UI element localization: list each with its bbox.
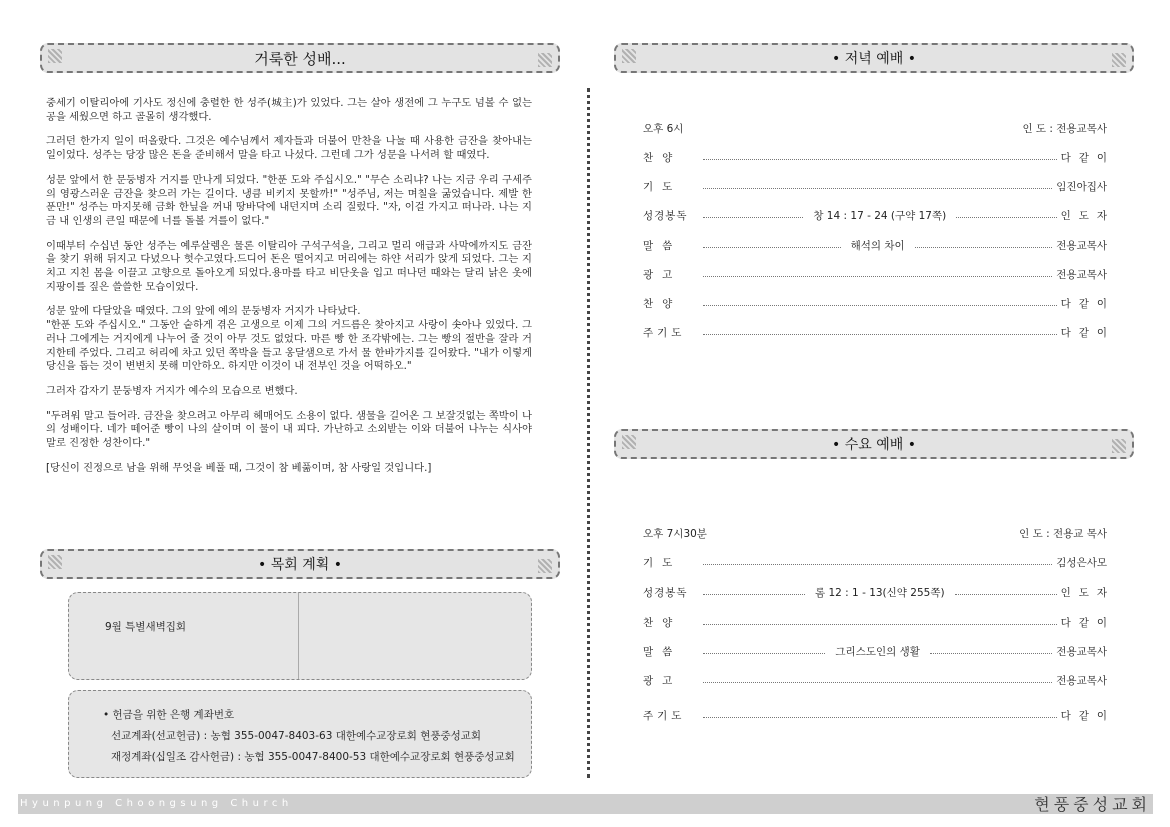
story-paragraph: 성문 앞에서 한 문둥병자 거지를 만나게 되었다. "한푼 도와 주십시오." "무슨 소리냐? 나는 지금 우리 구세주의 영광스러운 금잔을 찾으러 가는 길이다. 냉큼 비키지 못할까!" "성주님, 저는 며칠을 굶었습니다. 제발 한푼만!" 성주는 마지못해 금화 한닢을 꺼내 땅바닥에 내던지며 소리 질렀다. "자, 이걸 가지고 떠나라. 나는 지금 내 인생의 큰일 때문에 너를 돌볼 겨를이 없다." (46, 173, 532, 227)
dot-leader (703, 217, 803, 218)
dot-leader (915, 247, 1053, 248)
order-label: 기도 (643, 180, 682, 193)
evening-header (643, 121, 1107, 136)
banner-corner-pattern (622, 49, 636, 63)
order-value: 전용교목사 (1056, 239, 1107, 252)
story-paragraph: "두려워 말고 들어라. 금잔을 찾으려고 아무리 헤매어도 소용이 없다. 샘물을 길어온 그 보잘것없는 쪽박이 나의 성배이다. 네가 떼어준 빵이 나의 살이며 이 물이 내 피다. 가난하고 소외받는 이와 더불어 나누는 식사야말로 진정한 성찬이다." (46, 409, 532, 450)
dot-leader (703, 624, 1057, 625)
story-text (46, 97, 532, 486)
order-row (643, 208, 1115, 222)
banner-corner-pattern (622, 435, 636, 449)
order-label: 주기도 (643, 326, 686, 339)
order-row (643, 673, 1107, 687)
order-value: 전용교목사 (1056, 268, 1107, 281)
ministry-plan-box (68, 592, 532, 680)
ministry-plan-column-divider (298, 593, 299, 679)
order-label: 성경봉독 (643, 586, 688, 599)
wednesday-service-banner (614, 429, 1134, 459)
order-value: 다같이 (1060, 616, 1115, 629)
dot-leader (703, 159, 1057, 160)
order-label: 찬양 (643, 297, 682, 310)
order-value: 다같이 (1060, 326, 1115, 339)
order-value: 임진아집사 (1056, 180, 1107, 193)
evening-time: 오후 6시 (643, 123, 684, 135)
order-value: 다같이 (1060, 297, 1115, 310)
dot-leader (703, 653, 825, 654)
order-row (643, 267, 1107, 281)
order-label: 찬양 (643, 151, 682, 164)
bank-account-finance: 재정계좌(십일조 감사헌금) : 농협 355-0047-8400-53 대한예수교장로회 현풍중성교회 (111, 751, 515, 763)
order-value: 김성은사모 (1056, 556, 1107, 569)
order-label: 광고 (643, 674, 682, 687)
order-row (643, 150, 1115, 164)
dot-leader (703, 305, 1057, 306)
story-paragraph: 그러자 갑자기 문둥병자 거지가 예수의 모습으로 변했다. (46, 384, 298, 397)
order-row (643, 179, 1107, 193)
banner-corner-pattern (48, 49, 62, 63)
order-row (643, 615, 1115, 629)
order-value: 전용교목사 (1056, 674, 1107, 687)
evening-service-banner (614, 43, 1134, 73)
order-label: 성경봉독 (643, 209, 688, 222)
footer-church-name-english: Hyunpung Choongsung Church (20, 798, 293, 809)
bank-account-box (68, 690, 532, 778)
order-label: 찬양 (643, 616, 682, 629)
story-paragraph: 이때부터 수십년 동안 성주는 예루살렘은 물론 이탈리아 구석구석을, 그리고 멀리 애급과 사막에까지도 금잔을 찾기 위해 뒤지고 다녔으나 헛수고였다.드디어 돈은 떨어지고 머리에는 하얀 서리가 앉게 되었다. 그는 지치고 지친 몸을 이끌고 고향으로 돌아오게 되었다.용마를 타고 비단옷을 입고 떠나던 때와는 달리 낡은 옷에지팡이를 짚은 쓸쓸한 모습이었다. (46, 239, 532, 293)
story-paragraph: [당신이 진정으로 남을 위해 무엇을 베풀 때, 그것이 참 베풂이며, 참 사랑일 것입니다.] (46, 461, 432, 474)
ministry-plan-title: • 목회 계획 • (258, 557, 342, 573)
order-label: 광고 (643, 268, 682, 281)
dot-leader (703, 334, 1057, 335)
banner-corner-pattern (1112, 53, 1126, 67)
order-label: 기도 (643, 556, 682, 569)
story-paragraph: 성문 앞에 다달았을 때였다. 그의 앞에 예의 문둥병자 거지가 나타났다. "한푼 도와 주십시오." 그동안 숱하게 겪은 고생으로 이제 그의 거드름은 찾아지고 사랑이 솟아나 있었다. 그러나 그에게는 거지에게 나누어 줄 것이 아무 것도 없었다. 마른 빵 한 조각밖에는. 그는 빵의 절반을 잘라 거지한테 주었다. 그리고 허리에 차고 있던 쪽박을 들고 옹달샘으로 가서 물 한바가지를 길어왔다. "내가 이렇게 당신을 돕는 것이 변변치 못해 미안하오. 하지만 이것이 내 전부인 것을 어떡하오." (46, 305, 532, 373)
order-row (643, 555, 1107, 569)
bank-account-mission: 선교계좌(선교헌금) : 농협 355-0047-8403-63 대한예수교장로회 현풍중성교회 (111, 730, 482, 742)
order-value: 인도자 (1060, 209, 1115, 222)
order-row (643, 296, 1115, 310)
order-value: 다같이 (1060, 151, 1115, 164)
story-paragraph: 중세기 이탈리아에 기사도 정신에 충렬한 한 성주(城主)가 있었다. 그는 살아 생전에 그 누구도 넘볼 수 없는 공을 세웠으면 하고 골몰히 생각했다. (46, 97, 532, 123)
ministry-plan-banner (40, 549, 560, 579)
order-row (643, 644, 1107, 658)
order-value: 전용교목사 (1056, 645, 1108, 658)
evening-order (643, 118, 1115, 348)
evening-service-title: • 저녁 예배 • (832, 51, 916, 67)
dot-leader (703, 717, 1057, 718)
scripture-reference: 롬 12 : 1 - 13(신약 255쪽) (815, 586, 945, 599)
order-row (643, 325, 1115, 339)
story-paragraph: 그러던 한가지 일이 떠올랐다. 그것은 예수님께서 제자들과 더불어 만찬을 나눌 때 사용한 금잔을 찾아내는 일이었다. 성주는 당장 많은 돈을 준비해서 말을 타고 나섰다. 그런데 그가 성문을 나서려 할 때였다. (46, 135, 532, 162)
dot-leader (703, 188, 1052, 189)
page-divider (587, 88, 590, 778)
banner-corner-pattern (538, 559, 552, 573)
dot-leader (930, 653, 1052, 654)
order-row (643, 708, 1115, 722)
banner-corner-pattern (538, 53, 552, 67)
footer-church-name-korean: 현풍중성교회 (1034, 795, 1151, 814)
story-title: 거룩한 성배... (254, 49, 346, 68)
footer-bar (18, 794, 1153, 814)
dot-leader (956, 217, 1056, 218)
story-title-banner (40, 43, 560, 73)
wednesday-time: 오후 7시30분 (643, 528, 707, 540)
dot-leader (703, 564, 1052, 565)
order-value: 다같이 (1060, 709, 1115, 722)
banner-corner-pattern (1112, 439, 1126, 453)
dot-leader (703, 594, 805, 595)
banner-corner-pattern (48, 555, 62, 569)
dot-leader (703, 276, 1052, 277)
ministry-plan-item: 9월 특별새벽집회 (105, 621, 187, 633)
order-label: 말씀 (643, 645, 682, 658)
wednesday-leader: 인 도 : 전용교 목사 (1019, 528, 1107, 540)
evening-leader: 인 도 : 전용교목사 (1022, 123, 1107, 135)
wednesday-service-title: • 수요 예배 • (832, 437, 916, 453)
sermon-title: 그리스도인의 생활 (835, 645, 920, 658)
order-row (643, 238, 1107, 252)
sermon-title: 해석의 차이 (850, 239, 905, 252)
order-label: 말씀 (643, 239, 682, 252)
order-value: 인도자 (1060, 586, 1115, 599)
dot-leader (703, 682, 1052, 683)
scripture-reference: 창 14 : 17 - 24 (구약 17쪽) (813, 209, 947, 222)
wednesday-header (643, 526, 1107, 541)
order-label: 주기도 (643, 709, 686, 722)
dot-leader (703, 247, 841, 248)
dot-leader (955, 594, 1057, 595)
wednesday-order (643, 522, 1115, 732)
order-row (643, 585, 1115, 599)
bank-heading: • 헌금을 위한 은행 계좌번호 (103, 709, 235, 721)
